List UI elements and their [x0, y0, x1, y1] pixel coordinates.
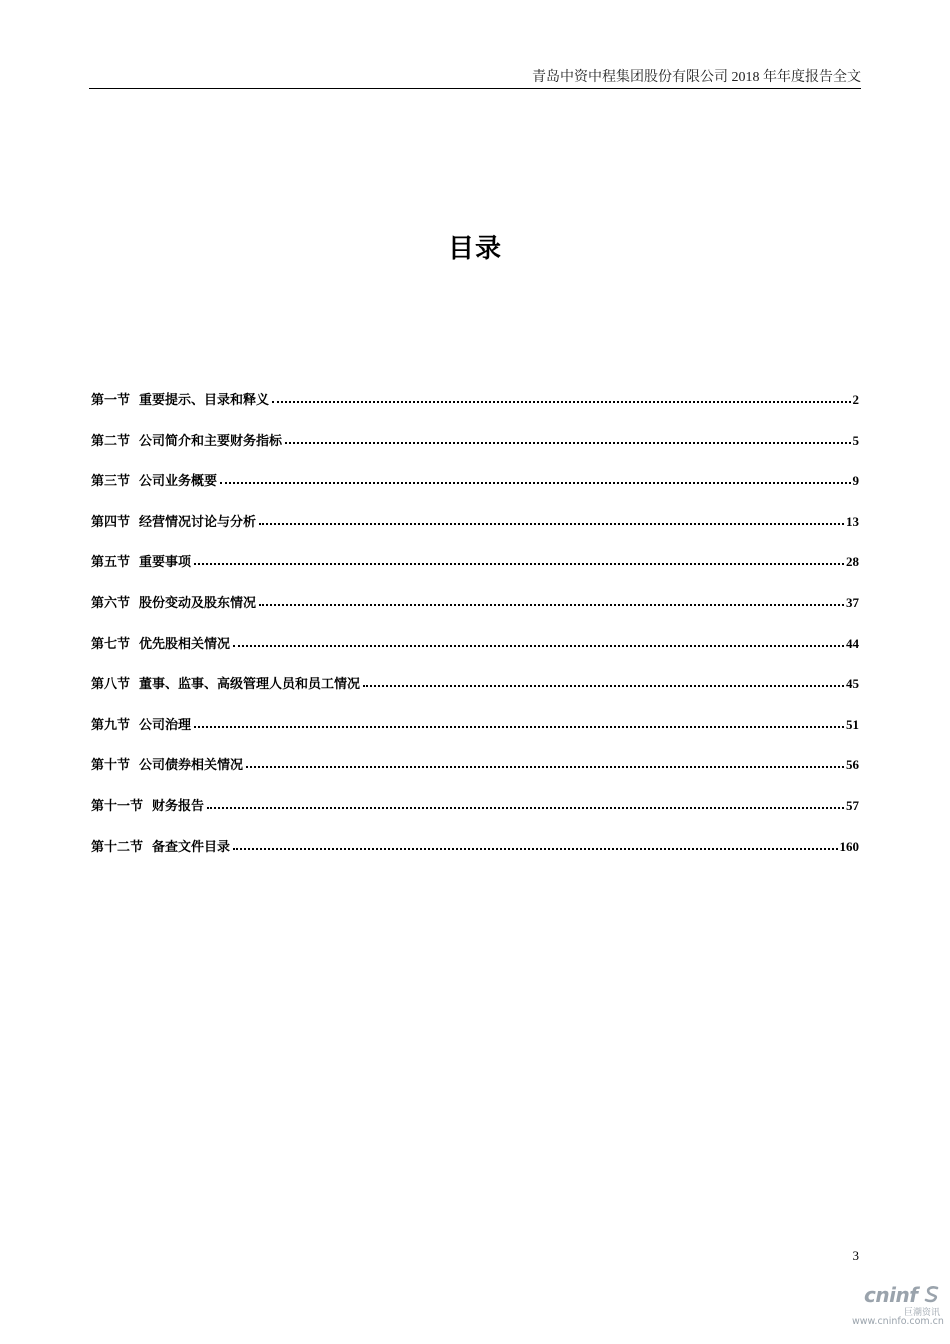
toc-entry-label [91, 676, 360, 694]
cninfo-subtitle: 巨潮资讯 [904, 1308, 941, 1318]
toc-entry-label [91, 392, 269, 410]
toc-entry-label [91, 514, 256, 532]
toc-entry-section: 第八节 [91, 677, 131, 693]
toc-entry[interactable] [91, 634, 859, 675]
toc-entry-title: 董事、监事、高级管理人员和员工情况 [139, 677, 361, 693]
toc-entry-title: 财务报告 [152, 798, 205, 814]
toc-entry-page: 56 [846, 757, 859, 773]
toc-entry-section: 第十节 [91, 758, 131, 774]
toc-entry-label [91, 433, 282, 451]
toc-entry-section: 第七节 [91, 636, 131, 652]
toc-dot-leader [233, 838, 837, 852]
toc-entry-title: 股份变动及股东情况 [139, 595, 257, 611]
toc-entry-label [91, 717, 191, 735]
toc-entry[interactable] [91, 593, 859, 634]
toc-entry[interactable] [91, 837, 859, 878]
toc-entry[interactable] [91, 471, 859, 512]
toc-entry-section: 第十二节 [91, 839, 144, 855]
toc-entry-section: 第四节 [91, 514, 131, 530]
toc-dot-leader [259, 594, 844, 608]
toc-dot-leader [220, 472, 850, 486]
toc-dot-leader [285, 432, 850, 446]
toc-dot-leader [207, 797, 844, 811]
toc-entry-label [91, 757, 243, 775]
toc-dot-leader [246, 756, 844, 770]
toc-entry-page: 9 [852, 473, 859, 489]
toc-entry-page: 57 [846, 797, 859, 813]
toc-dot-leader [194, 716, 844, 730]
toc-entry[interactable] [91, 715, 859, 756]
toc-entry-label [91, 473, 217, 491]
header-divider [89, 88, 861, 89]
toc-entry[interactable] [91, 796, 859, 837]
toc-dot-leader [363, 675, 844, 689]
toc-entry-title: 重要事项 [139, 555, 192, 571]
toc-entry-section: 第一节 [91, 393, 131, 408]
toc-dot-leader [194, 553, 844, 567]
toc-entry-label [91, 839, 230, 857]
toc-entry-title: 公司治理 [139, 717, 192, 733]
toc-entry-section: 第五节 [91, 555, 131, 571]
toc-entry-title: 公司业务概要 [139, 474, 218, 490]
toc-entry-title: 经营情况讨论与分析 [139, 514, 257, 530]
toc-entry-page: 5 [852, 432, 859, 448]
toc-list [91, 390, 859, 877]
toc-entry[interactable] [91, 755, 859, 796]
toc-title: 目录 [447, 234, 502, 264]
toc-entry-title: 公司债券相关情况 [139, 758, 244, 774]
toc-dot-leader [272, 391, 850, 405]
toc-entry[interactable] [91, 512, 859, 553]
toc-entry-title: 备查文件目录 [152, 839, 231, 855]
cninfo-logo-text: cninf [864, 1283, 918, 1307]
toc-entry-page: 13 [846, 513, 859, 529]
toc-entry-page: 44 [846, 635, 859, 651]
toc-entry-label [91, 595, 256, 613]
toc-entry-title: 公司简介和主要财务指标 [139, 433, 283, 449]
toc-entry-label [91, 798, 204, 816]
toc-entry-title: 重要提示、目录和释义 [139, 393, 270, 408]
toc-entry[interactable] [91, 431, 859, 472]
toc-dot-leader [233, 635, 844, 649]
cninfo-url[interactable]: www.cninfo.com.cn [852, 1316, 944, 1327]
toc-entry-label [91, 554, 191, 572]
toc-entry[interactable] [91, 552, 859, 593]
toc-entry[interactable] [91, 674, 859, 715]
cninfo-watermark [852, 1283, 942, 1331]
toc-entry-section: 第六节 [91, 595, 131, 611]
toc-entry-section: 第二节 [91, 433, 131, 449]
toc-entry-section: 第九节 [91, 717, 131, 733]
toc-entry-section: 第三节 [91, 474, 131, 490]
toc-entry-title: 优先股相关情况 [139, 636, 231, 652]
running-header: 青岛中资中程集团股份有限公司 2018 年年度报告全文 [532, 70, 861, 85]
cninfo-swirl-icon [924, 1285, 940, 1303]
toc-entry-label [91, 636, 230, 654]
toc-entry-page: 2 [852, 392, 859, 407]
toc-entry[interactable] [91, 390, 859, 431]
toc-entry-page: 51 [846, 716, 859, 732]
toc-entry-page: 160 [839, 838, 859, 854]
toc-entry-page: 28 [846, 554, 859, 570]
toc-entry-section: 第十一节 [91, 798, 144, 814]
toc-entry-page: 45 [846, 676, 859, 692]
page-number: 3 [852, 1248, 859, 1263]
toc-dot-leader [259, 513, 844, 527]
toc-entry-page: 37 [846, 594, 859, 610]
